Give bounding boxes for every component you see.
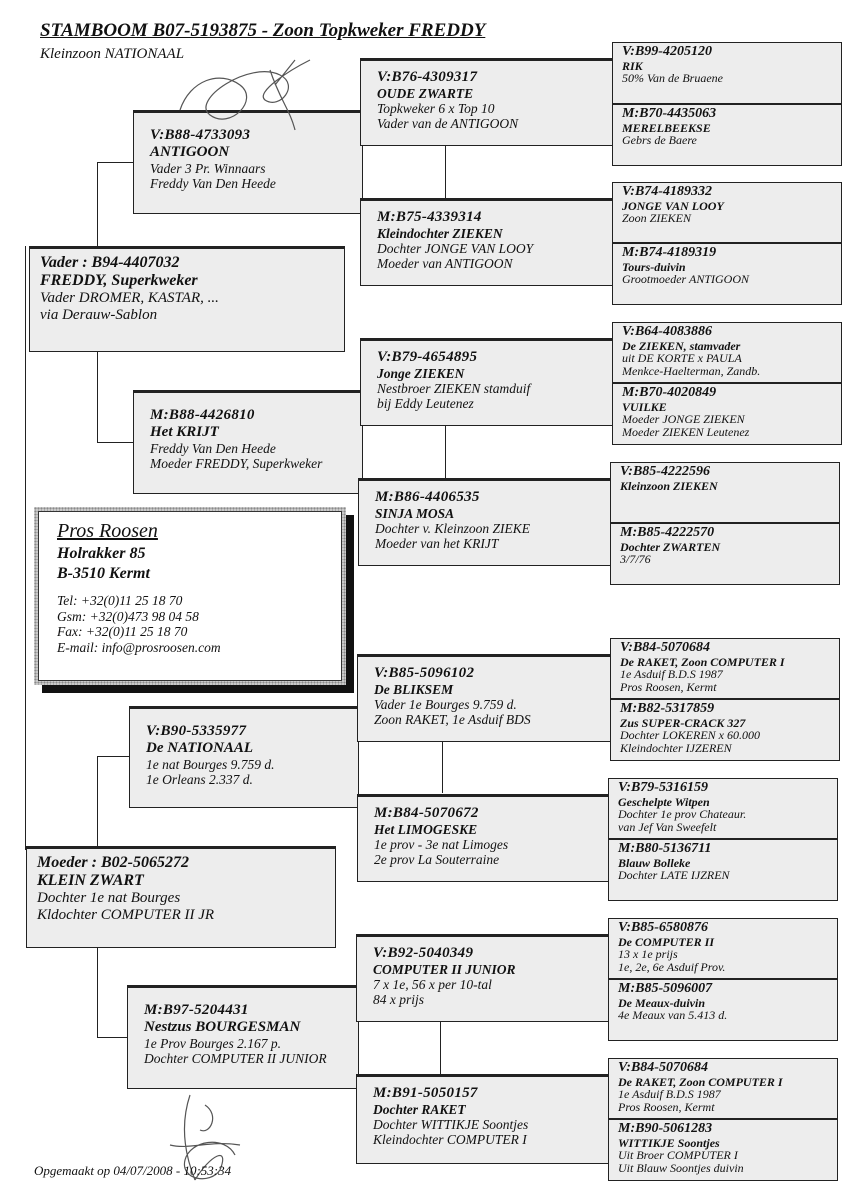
bird-name: Kleinzoon ZIEKEN (620, 478, 718, 493)
bird-note: Moeder JONGE ZIEKEN (622, 412, 745, 427)
generated-timestamp: Opgemaakt op 04/07/2008 - 10:53:34 (34, 1163, 232, 1178)
bird-ring-number: M:B75-4339314 (377, 209, 482, 225)
bird-ring-number: M:B90-5061283 (618, 1121, 713, 1136)
bird-note: 1e Asduif B.D.S 1987 (618, 1087, 721, 1102)
bird-ring-number: V:B85-5096102 (374, 665, 475, 681)
bird-note: Freddy Van Den Heede (150, 440, 276, 456)
bird-ring-number: M:B91-5050157 (373, 1085, 478, 1101)
pedigree-ggp (357, 654, 611, 742)
bird-ring-number: M:B82-5317859 (620, 701, 715, 716)
bird-ring-number: M:B70-4020849 (622, 385, 717, 400)
bird-ring-number: V:B64-4083886 (622, 324, 712, 339)
bird-name: KLEIN ZWART (37, 871, 144, 889)
bird-name: JONGE VAN LOOY (622, 198, 724, 213)
bird-note: bij Eddy Leutenez (377, 396, 474, 412)
bird-note: Gebrs de Baere (622, 133, 697, 148)
bird-note: Dochter 1e nat Bourges (37, 889, 181, 906)
pedigree-gggp (608, 1058, 838, 1119)
bird-note: Kleindochter IJZEREN (620, 740, 732, 755)
bird-name: Nestzus BOURGESMAN (144, 1018, 301, 1035)
bird-note: Dochter LOKEREN x 60.000 (620, 728, 760, 743)
signature-image (160, 40, 330, 140)
bird-name: Het KRIJT (150, 423, 219, 440)
pedigree-father (29, 246, 345, 352)
pedigree-ggp (358, 478, 614, 566)
connector-line (97, 756, 129, 757)
bird-ring-number: V:B90-5335977 (146, 723, 247, 739)
bird-note: Dochter 1e prov Chateaur. (618, 807, 747, 822)
bird-name: De RAKET, Zoon COMPUTER I (620, 654, 785, 669)
breeder-contact-inner (38, 511, 342, 681)
bird-note: 1e Asduif B.D.S 1987 (620, 667, 723, 682)
bird-ring-number: M:B84-5070672 (374, 805, 479, 821)
bird-name: SINJA MOSA (375, 505, 455, 521)
bird-note: Dochter COMPUTER II JUNIOR (144, 1050, 327, 1066)
bird-note: van Jef Van Sweefelt (618, 819, 717, 834)
page-title: STAMBOOM B07-5193875 - Zoon Topkweker FREDDY (40, 20, 486, 41)
bird-ring-number: V:B74-4189332 (622, 184, 712, 199)
connector-line (97, 1037, 127, 1038)
pedigree-gggp (608, 1119, 838, 1181)
connector-line (97, 162, 133, 163)
pedigree-ggp (360, 198, 614, 286)
bird-name: FREDDY, Superkweker (40, 271, 198, 289)
bird-name: WITTIKJE Soontjes (618, 1135, 720, 1150)
bird-name: Het LIMOGESKE (374, 821, 478, 837)
bird-note: Zoon ZIEKEN (622, 211, 692, 226)
bird-name: De Meaux-duivin (618, 995, 705, 1010)
bird-note: Vader DROMER, KASTAR, ... (40, 289, 219, 306)
breeder-city: B-3510 Kermt (57, 565, 150, 582)
pedigree-gggp (612, 182, 842, 243)
bird-ring-number: Vader : B94-4407032 (40, 254, 180, 271)
pedigree-granddam (127, 985, 359, 1089)
connector-line (445, 425, 446, 478)
bird-name: MERELBEEKSE (622, 120, 711, 135)
bird-note: 1e Prov Bourges 2.167 p. (144, 1035, 281, 1051)
pedigree-ggp (360, 58, 614, 146)
bird-ring-number: M:B85-4222570 (620, 525, 715, 540)
bird-ring-number: M:B70-4435063 (622, 106, 717, 121)
connector-line (442, 741, 443, 793)
bird-note: 3/7/76 (620, 552, 651, 567)
pedigree-gggp (612, 322, 842, 383)
bird-note: uit DE KORTE x PAULA (622, 351, 742, 366)
bird-note: Freddy Van Den Heede (150, 175, 276, 191)
pedigree-gggp (612, 383, 842, 445)
bird-name: Jonge ZIEKEN (377, 365, 465, 381)
bird-note: Dochter WITTIKJE Soontjes (373, 1116, 529, 1132)
bird-name: Zus SUPER-CRACK 327 (620, 715, 746, 730)
bird-note: Nestbroer ZIEKEN stamduif (377, 380, 531, 396)
bird-name: Dochter RAKET (373, 1101, 466, 1117)
bird-note: 50% Van de Bruaene (622, 71, 723, 86)
bird-name: RIK (622, 58, 643, 73)
bird-name: ANTIGOON (150, 143, 230, 160)
bird-note: 4e Meaux van 5.413 d. (618, 1008, 728, 1023)
breeder-street: Holrakker 85 (57, 545, 146, 562)
bird-note: Moeder FREDDY, Superkweker (150, 455, 323, 471)
bird-ring-number: M:B86-4406535 (375, 489, 480, 505)
bird-note: Uit Blauw Soontjes duivin (618, 1160, 744, 1175)
breeder-contact-card (34, 507, 346, 685)
bird-note: via Derauw-Sablon (40, 306, 158, 323)
bird-ring-number: V:B85-4222596 (620, 464, 710, 479)
connector-line (25, 246, 26, 850)
connector-line (97, 756, 98, 846)
bird-note: Vader 1e Bourges 9.759 d. (374, 696, 517, 712)
pedigree-gggp (610, 699, 840, 761)
bird-note: Grootmoeder ANTIGOON (622, 272, 750, 287)
bird-ring-number: M:B74-4189319 (622, 245, 717, 260)
breeder-tel: Tel: +32(0)11 25 18 70 (57, 593, 183, 608)
bird-note: Pros Roosen, Kermt (618, 1099, 715, 1114)
bird-name: Kleindochter ZIEKEN (377, 225, 503, 241)
bird-name: Blauw Bolleke (618, 855, 691, 870)
bird-name: De BLIKSEM (374, 681, 454, 697)
bird-name: VUILKE (622, 399, 667, 414)
bird-note: 1e Orleans 2.337 d. (146, 771, 253, 787)
bird-name: COMPUTER II JUNIOR (373, 961, 516, 977)
connector-line (97, 442, 133, 443)
bird-name: Geschelpte Witpen (618, 794, 710, 809)
pedigree-gggp (612, 42, 842, 104)
bird-note: Dochter JONGE VAN LOOY (377, 240, 534, 256)
breeder-gsm: Gsm: +32(0)473 98 04 58 (57, 608, 199, 624)
connector-line (97, 945, 98, 1037)
bird-note: 1e prov - 3e nat Limoges (374, 836, 509, 852)
bird-ring-number: V:B92-5040349 (373, 945, 474, 961)
bird-note: 1e, 2e, 6e Asduif Prov. (618, 959, 726, 974)
bird-note: Vader van de ANTIGOON (377, 116, 519, 132)
bird-note: Moeder ZIEKEN Leutenez (622, 424, 750, 439)
bird-name: OUDE ZWARTE (377, 85, 474, 101)
pedigree-gggp (612, 104, 842, 166)
bird-ring-number: V:B84-5070684 (620, 640, 710, 655)
bird-note: Pros Roosen, Kermt (620, 679, 717, 694)
breeder-fax: Fax: +32(0)11 25 18 70 (57, 624, 188, 640)
bird-note: Moeder van ANTIGOON (377, 256, 513, 272)
connector-line (440, 1021, 441, 1076)
breeder-email: E-mail: info@prosroosen.com (57, 639, 221, 655)
bird-ring-number: M:B80-5136711 (618, 841, 712, 856)
bird-ring-number: V:B79-4654895 (377, 349, 478, 365)
pedigree-mother (26, 846, 336, 948)
bird-name: Tours-duivin (622, 259, 686, 274)
bird-note: Zoon RAKET, 1e Asduif BDS (374, 712, 531, 728)
bird-note: 7 x 1e, 56 x per 10-tal (373, 976, 492, 992)
bird-ring-number: V:B84-5070684 (618, 1060, 708, 1075)
pedigree-gggp (610, 523, 840, 585)
connector-line (445, 145, 446, 198)
pedigree-gggp (608, 839, 838, 901)
connector-line (97, 352, 98, 442)
bird-note: 84 x prijs (373, 992, 425, 1008)
breeder-name: Pros Roosen (57, 520, 158, 542)
bird-note: Kleindochter COMPUTER I (373, 1132, 527, 1148)
pedigree-ggp (360, 338, 614, 426)
bird-note: Topkweker 6 x Top 10 (377, 100, 495, 116)
pedigree-gggp (608, 979, 838, 1041)
pedigree-ggp (356, 1074, 610, 1164)
bird-ring-number: V:B99-4205120 (622, 44, 712, 59)
bird-ring-number: V:B88-4733093 (150, 127, 251, 143)
bird-note: Vader 3 Pr. Winnaars (150, 160, 266, 176)
bird-note: 1e nat Bourges 9.759 d. (146, 756, 275, 772)
bird-name: Dochter ZWARTEN (620, 539, 721, 554)
bird-name: De RAKET, Zoon COMPUTER I (618, 1074, 783, 1089)
bird-ring-number: V:B79-5316159 (618, 780, 708, 795)
pedigree-gggp (610, 638, 840, 699)
bird-note: Moeder van het KRIJT (375, 536, 499, 552)
bird-name: De NATIONAAL (146, 739, 254, 756)
bird-note: 2e prov La Souterraine (374, 852, 500, 868)
pedigree-gggp (612, 243, 842, 305)
bird-name: De ZIEKEN, stamvader (622, 338, 741, 353)
bird-note: Menkce-Haelterman, Zandb. (622, 363, 761, 378)
page-subtitle: Kleinzoon NATIONAAL (40, 46, 185, 62)
bird-ring-number: V:B76-4309317 (377, 69, 478, 85)
pedigree-gggp (610, 462, 840, 523)
bird-note: Uit Broer COMPUTER I (618, 1148, 738, 1163)
pedigree-ggp (356, 934, 610, 1022)
bird-name: De COMPUTER II (618, 934, 715, 949)
pedigree-gggp (608, 778, 838, 839)
pedigree-gggp (608, 918, 838, 979)
bird-ring-number: M:B97-5204431 (144, 1002, 249, 1018)
bird-ring-number: V:B85-6580876 (618, 920, 708, 935)
bird-note: Kldochter COMPUTER II JR (37, 906, 215, 923)
bird-note: Dochter v. Kleinzoon ZIEKE (375, 520, 530, 536)
pedigree-grandsire (129, 706, 359, 808)
bird-ring-number: M:B85-5096007 (618, 981, 713, 996)
bird-ring-number: Moeder : B02-5065272 (37, 854, 189, 871)
connector-line (97, 162, 98, 246)
pedigree-ggp (357, 794, 611, 882)
bird-note: 13 x 1e prijs (618, 947, 678, 962)
pedigree-granddam (133, 390, 363, 494)
bird-ring-number: M:B88-4426810 (150, 407, 255, 423)
bird-note: Dochter LATE IJZREN (618, 868, 730, 883)
